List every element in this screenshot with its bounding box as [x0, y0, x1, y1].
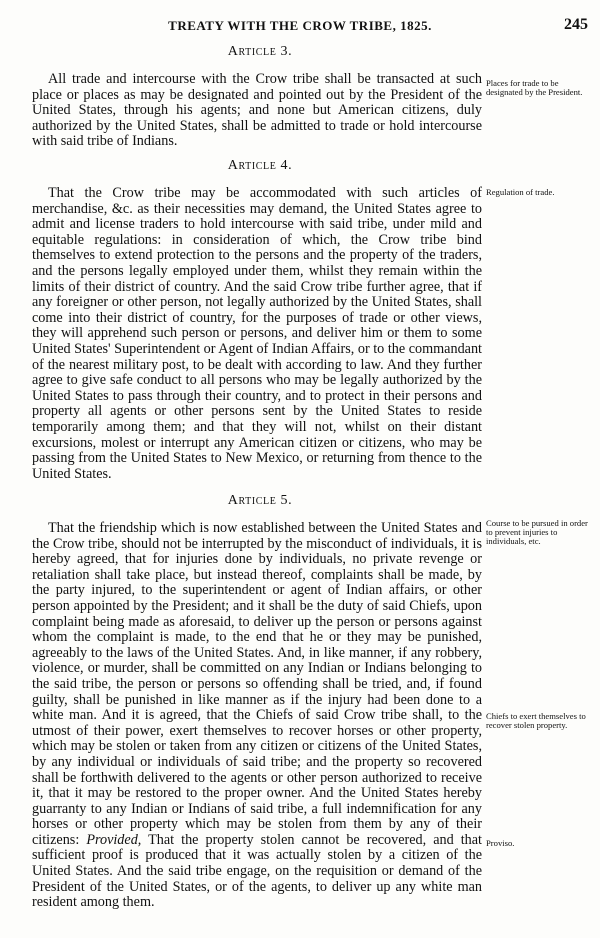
article-5-text-proviso: That the property stolen cannot be recovered, and that sufficient proof is produced that it was actually stolen by a citizen of the United States. And the said tribe engage, on the requisition or demand of the President of the United States, or of the agents, to deliver up any white man resident among them. — [32, 831, 483, 911]
running-head — [0, 18, 600, 38]
margin-note-regulation: Regulation of trade. — [486, 187, 555, 197]
margin-note-proviso: Proviso. — [486, 838, 515, 848]
article-4-heading: Article 4. — [227, 158, 293, 173]
article-5-text-main: That the friendship which is now established between the United States and the Crow tribe, should not be interrupted by the misconduct of individuals, it is hereby agreed, that for injuries done by individuals, no private revenge or retaliation shall take place, but instead thereof, complaints shall be made, by the party injured, to the superintendent or agent of Indian affairs, or other person appointed by the President; and it shall be the duty of said Chiefs, upon complaint being made as aforesaid, to deliver up the person or persons against whom the complaint is made, to the end that he or they may be punished, agreeably to the laws of the United States. And, in like manner, if any robbery, violence, or murder, shall be committed on any Indian or Indians belonging to the said tribe, the person or persons so offending shall be tried, and, if found guilty, shall be punished in like manner as if the injury had been done to a white man. And it is agreed, that the Chiefs of said Crow tribe shall, to the utmost of their power, exert themselves to recover horses or other property, which may be stolen or taken from any citizen or citizens of the United States, by any individual or individuals of said tribe; and the property so recovered shall be forthwith delivered to the agents or other person authorized to receive it, that it may be restored to the proper owner. And the United States hereby guarranty to any Indian or Indians of said tribe, a full indemnification for any horses or other property which may be stolen from them by any of their citizens: — [32, 520, 482, 848]
margin-note-course: Course to be pursued in order to prevent injuries to individuals, etc. — [486, 518, 588, 547]
article-4-text: That the Crow tribe may be accommodated with such articles of merchandise, &c. as their necessities may demand, the United States agree to admit and license traders to hold intercourse with said tribe, under mild and equitable regulations: in consideration of which, the Crow tribe bind themselves to extend protection to the persons and the property of the traders, and the persons legally employed under them, whilst they remain within the limits of their district of country. And the said Crow tribe further agree, that if any foreigner or other person, not legally authorized by the United States, shall come into their district of country, for the purposes of trade or other views, they will apprehend such person or persons, and deliver him or them to some United States' Superintendent or Agent of Indian Affairs, or to the commandant of the nearest military post, to be dealt with according to law. And they further agree to give safe conduct to all persons who may be legally authorized by the United States to pass through their country, and to protect in their persons and property all agents or other persons sent by the United States to reside temporarily among them; and that they will not, whilst on their distant excursions, molest or interrupt any American citizen or citizens, who may be passing from the United States to New Mexico, or returning from thence to the United States. — [32, 185, 482, 482]
article-5-heading: Article 5. — [227, 493, 293, 508]
margin-note-chiefs: Chiefs to exert themselves to recover stolen property. — [486, 711, 586, 731]
page-number: 245 — [564, 16, 588, 33]
running-title: TREATY WITH THE CROW TRIBE, 1825. — [168, 18, 432, 33]
article-3-heading: Article 3. — [227, 44, 293, 59]
article-5-text — [32, 521, 482, 911]
margin-note-trade-places: Places for trade to be designated by the President. — [486, 78, 583, 98]
article-3-text: All trade and intercourse with the Crow tribe shall be transacted at such place or places as may be designated and pointed out by the President of the United States, through his agents; and none but American citizens, duly authorized by the United States, shall be admitted to trade or hold intercourse with said tribe of Indians. — [32, 71, 482, 150]
proviso-word: Provided, — [86, 831, 142, 848]
